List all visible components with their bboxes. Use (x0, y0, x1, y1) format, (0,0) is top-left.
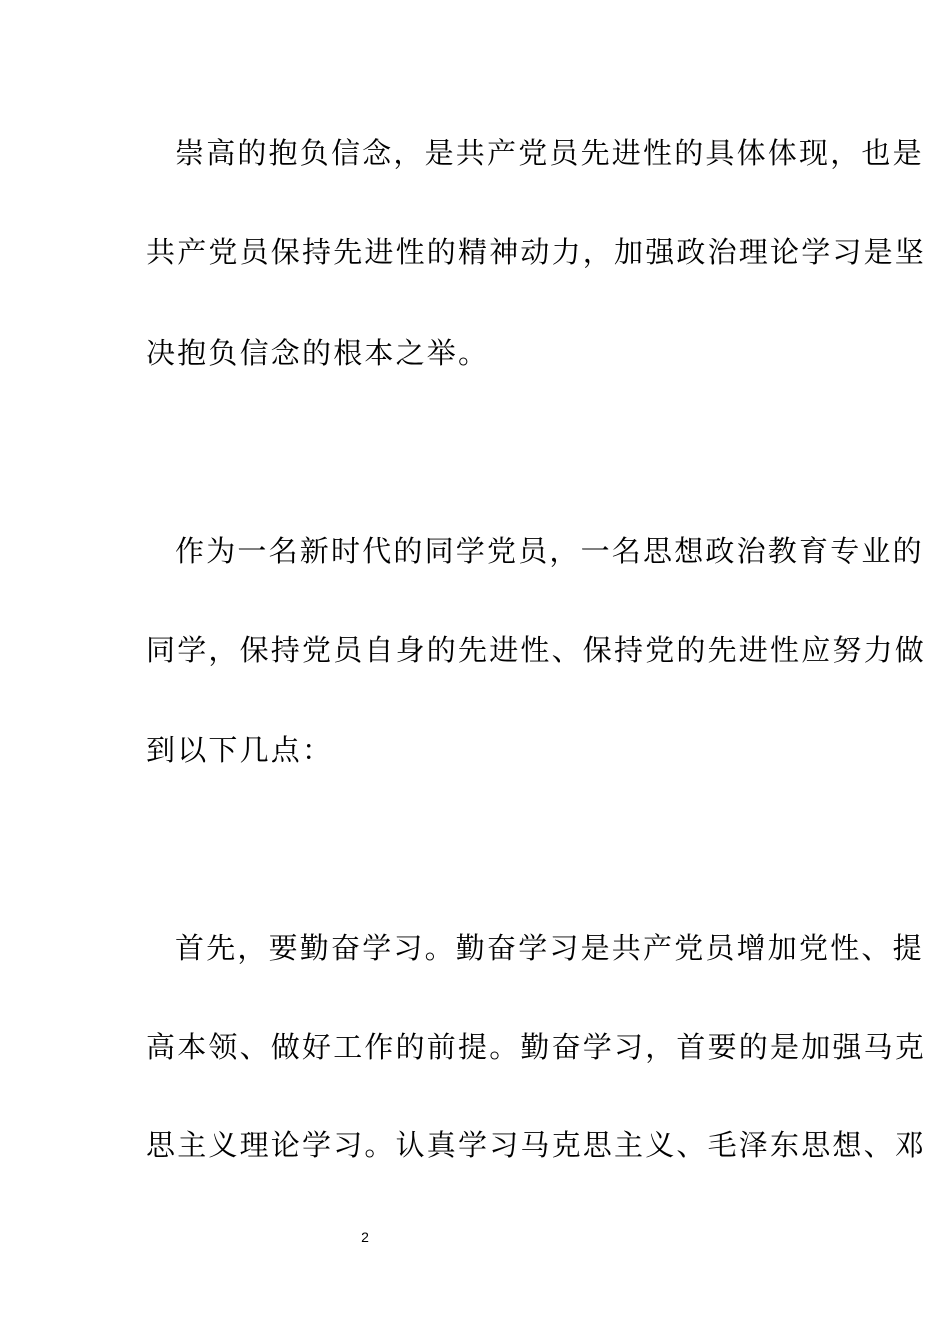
page-number: 2 (361, 1229, 369, 1245)
paragraph-3-line-1: 首先，要勤奋学习。勤奋学习是共产党员增加党性、提 (175, 931, 924, 965)
paragraph-2-line-2: 同学，保持党员自身的先进性、保持党的先进性应努力做 (146, 633, 927, 667)
paragraph-3-line-3: 思主义理论学习。认真学习马克思主义、毛泽东思想、邓 (146, 1128, 927, 1162)
paragraph-1-line-1: 崇高的抱负信念，是共产党员先进性的具体体现，也是 (175, 136, 924, 170)
paragraph-3-line-2: 高本领、做好工作的前提。勤奋学习，首要的是加强马克 (146, 1030, 927, 1064)
paragraph-2-line-3: 到以下几点： (146, 733, 334, 767)
paragraph-2-line-1: 作为一名新时代的同学党员，一名思想政治教育专业的 (175, 534, 924, 568)
paragraph-1-line-3: 决抱负信念的根本之举。 (146, 336, 490, 370)
paragraph-1-line-2: 共产党员保持先进性的精神动力，加强政治理论学习是坚 (146, 235, 927, 269)
